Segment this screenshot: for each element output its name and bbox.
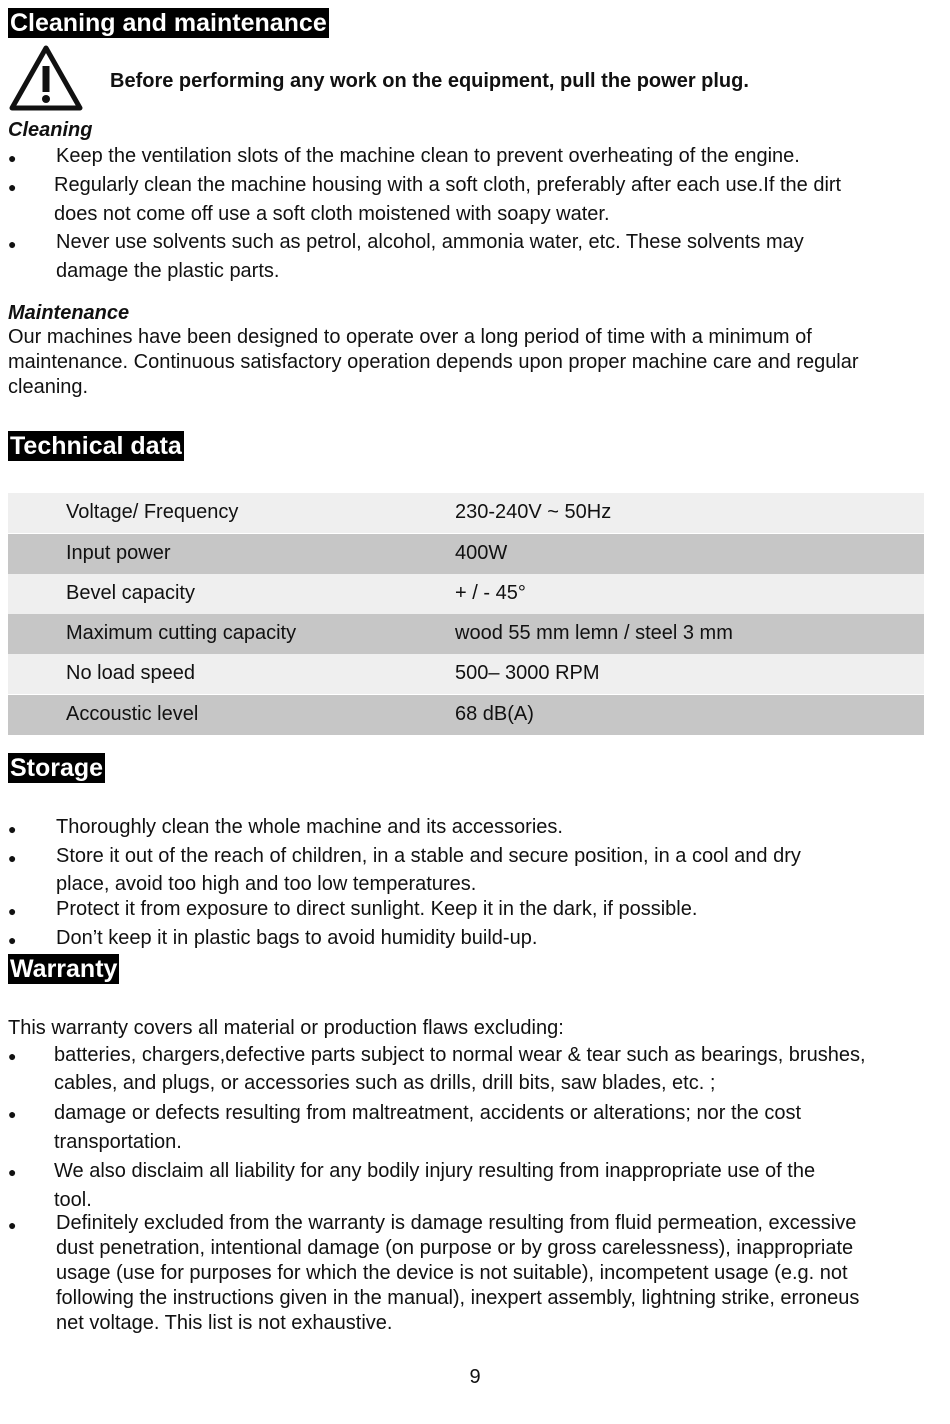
bullet-icon: ● <box>8 850 17 866</box>
storage-item: Store it out of the reach of children, in a stable and secure position, in a cool and dry place, avoid too high and too low temperatures. <box>56 845 801 895</box>
cleaning-item: Regularly clean the machine housing with a soft cloth, preferably after each use.If the dirt does not come off use a soft cloth moistened with soapy water. <box>54 174 842 225</box>
bullet-icon: ● <box>8 1164 17 1180</box>
spec-row <box>8 574 924 614</box>
section-title-storage: Storage <box>10 754 104 782</box>
storage-item: Don’t keep it in plastic bags to avoid humidity build-up. <box>56 927 538 949</box>
bullet-icon: ● <box>8 150 17 166</box>
spec-value: 400W <box>455 542 508 564</box>
warranty-intro: This warranty covers all material or production flaws excluding: <box>8 1017 564 1039</box>
bullet-icon: ● <box>8 903 17 919</box>
cleaning-item: Keep the ventilation slots of the machine clean to prevent overheating of the engine. <box>56 145 800 167</box>
bullet-icon: ● <box>8 1106 17 1122</box>
spec-row <box>8 614 924 654</box>
section-title-technical-data: Technical data <box>10 432 182 460</box>
warranty-item: damage or defects resulting from maltreatment, accidents or alterations; nor the cost transportation. <box>54 1102 802 1153</box>
bullet-icon: ● <box>8 932 17 948</box>
bullet-icon: ● <box>8 1048 17 1064</box>
warranty-item: batteries, chargers,defective parts subject to normal wear & tear such as bearings, brushes, cables, and plugs, or accessories such as drills, drill bits, saw blades, etc. ; <box>54 1044 866 1094</box>
spec-label: Accoustic level <box>66 703 199 725</box>
spec-row <box>8 493 924 533</box>
warranty-item: We also disclaim all liability for any bodily injury resulting from inappropriate use of the tool. <box>54 1160 816 1211</box>
maintenance-paragraph: Our machines have been designed to operate over a long period of time with a minimum of maintenance. Continuous satisfactory operation depends upon proper machine care and regular cleaning. <box>8 326 859 398</box>
spec-label: Input power <box>66 542 171 564</box>
storage-item: Thoroughly clean the whole machine and its accessories. <box>56 816 563 838</box>
spec-row <box>8 654 924 694</box>
section-title-warranty: Warranty <box>10 955 118 983</box>
spec-label: Bevel capacity <box>66 582 195 604</box>
storage-item: Protect it from exposure to direct sunlight. Keep it in the dark, if possible. <box>56 898 698 920</box>
bullet-icon: ● <box>8 821 17 837</box>
spec-row <box>8 695 924 735</box>
warranty-item: Definitely excluded from the warranty is damage resulting from fluid permeation, excessive dust penetration, intentional damage (on purpose or by gross carelessness), inappropriate usage (use for purposes for which the device is not suitable), incompetent usage (e.g. not following the instructions given in the manual), inexpert assembly, lightning strike, erroneus net voltage. This list is not exhaustive. <box>56 1212 860 1334</box>
bullet-icon: ● <box>8 1217 17 1233</box>
warning-text: Before performing any work on the equipment, pull the power plug. <box>110 70 749 92</box>
bullet-icon: ● <box>8 179 17 195</box>
spec-label: No load speed <box>66 662 195 684</box>
spec-value: 500– 3000 RPM <box>455 662 600 684</box>
spec-label: Maximum cutting capacity <box>66 622 297 644</box>
bullet-icon: ● <box>8 236 17 252</box>
spec-value: + / - 45° <box>455 582 526 604</box>
cleaning-item: Never use solvents such as petrol, alcohol, ammonia water, etc. These solvents may damage the plastic parts. <box>56 231 804 282</box>
cleaning-heading: Cleaning <box>8 119 93 141</box>
spec-row <box>8 534 924 574</box>
section-title-cleaning-maintenance: Cleaning and maintenance <box>10 9 327 37</box>
spec-value: wood 55 mm lemn / steel 3 mm <box>455 622 733 644</box>
spec-value: 68 dB(A) <box>455 703 534 725</box>
warning-icon <box>8 44 84 112</box>
spec-label: Voltage/ Frequency <box>66 501 239 523</box>
page-number: 9 <box>469 1366 481 1388</box>
spec-value: 230-240V ~ 50Hz <box>455 501 612 523</box>
maintenance-heading: Maintenance <box>8 302 130 324</box>
